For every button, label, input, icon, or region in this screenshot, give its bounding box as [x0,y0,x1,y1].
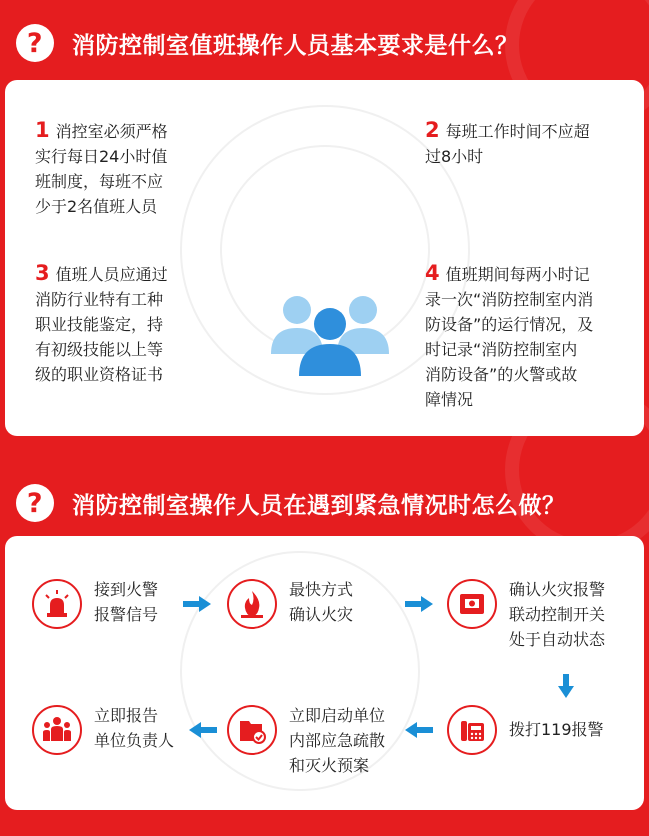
requirement-number: 2 [425,118,440,142]
requirement-text: 录一次“消防控制室内消 [425,290,594,309]
step-confirm-fire [227,579,353,629]
emergency-plan-icon [227,705,277,755]
question-icon: ? [16,484,54,522]
step-text: 和灭火预案 [289,756,370,775]
step-text: 确认火灾报警 [509,580,606,599]
requirement-text: 消防设备”的火警或故 [425,365,578,384]
requirement-text: 障情况 [425,390,474,409]
section2-title: 消防控制室操作人员在遇到紧急情况时怎么做？ [72,492,566,519]
requirement-text: 防设备”的运行情况，及 [425,315,594,334]
question-icon: ? [16,24,54,62]
requirement-text: 过8小时 [425,147,484,166]
requirement-text: 有初级技能以上等 [35,340,164,359]
requirement-text: 时记录“消防控制室内 [425,340,578,359]
step-text: 最快方式 [289,580,354,599]
fire-icon [227,579,277,629]
telephone-icon [447,705,497,755]
step-report-leader [32,705,174,755]
step-check-control-switch [447,579,605,652]
arrow-down-icon [558,674,574,698]
step-text: 立即启动单位 [289,706,386,725]
people-group-icon [267,292,393,376]
step-text: 确认火灾 [289,605,354,624]
step-text: 内部应急疏散 [289,731,386,750]
step-start-emergency-plan [227,705,385,778]
step-text: 联动控制开关 [509,605,606,624]
requirement-text: 每班工作时间不应超 [445,122,590,141]
step-call-119 [447,705,604,755]
section2-header [16,484,566,522]
emergency-steps-card [5,536,644,810]
requirement-text: 职业技能鉴定，持 [35,315,164,334]
step-text: 处于自动状态 [509,630,606,649]
requirement-text: 值班期间每两小时记 [445,265,590,284]
step-text: 接到火警 [94,580,159,599]
arrow-left-icon [189,722,217,738]
requirement-1 [35,118,210,219]
step-receive-alarm [32,579,158,629]
requirement-text: 消防行业特有工种 [35,290,164,309]
requirement-text: 班制度，每班不应 [35,172,164,191]
requirement-4 [425,261,643,412]
control-panel-icon [447,579,497,629]
requirement-text: 少于2名值班人员 [35,197,158,216]
requirement-text: 实行每日24小时值 [35,147,168,166]
requirement-3 [35,261,210,387]
requirement-text: 级的职业资格证书 [35,365,164,384]
step-text: 单位负责人 [94,731,175,750]
section1-title: 消防控制室值班操作人员基本要求是什么？ [72,32,519,59]
leader-report-icon [32,705,82,755]
step-text: 立即报告 [94,706,159,725]
requirements-card [5,80,644,436]
requirement-2 [425,118,640,169]
requirement-number: 3 [35,261,50,285]
arrow-left-icon [405,722,433,738]
alarm-light-icon [32,579,82,629]
arrow-right-icon [405,596,433,612]
requirement-text: 值班人员应通过 [55,265,168,284]
requirement-number: 1 [35,118,50,142]
section1-header [16,24,519,62]
requirement-number: 4 [425,261,440,285]
requirement-text: 消控室必须严格 [55,122,168,141]
step-text: 拨打119报警 [509,720,604,739]
step-text: 报警信号 [94,605,159,624]
arrow-right-icon [183,596,211,612]
